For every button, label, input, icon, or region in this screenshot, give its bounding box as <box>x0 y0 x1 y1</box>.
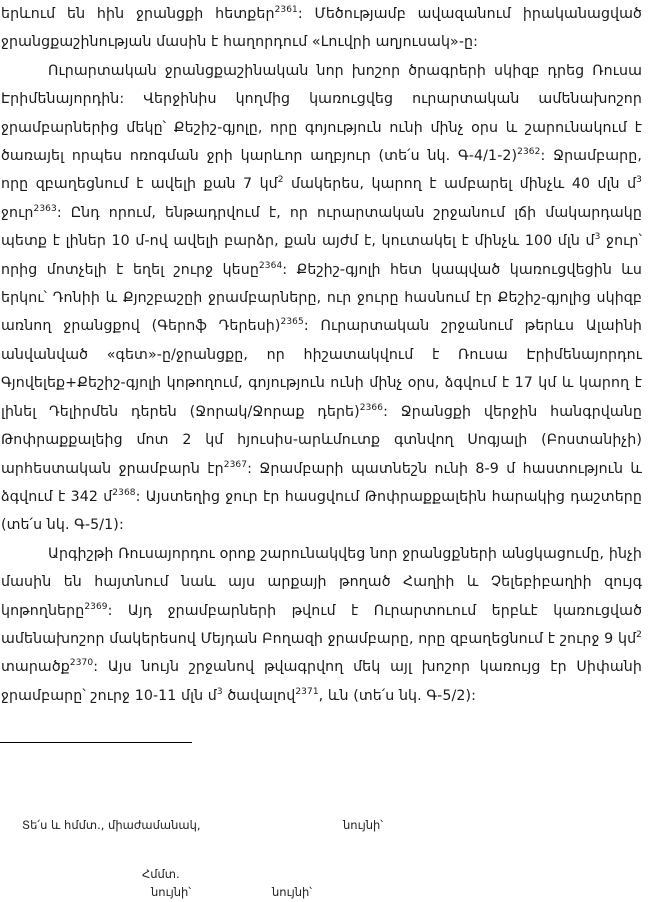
note-line-3-left: նույնի՝ <box>151 885 192 899</box>
text-segment: : Մեծությամբ ավազանում իրականացված ջրանցքաշինության մասին է հաղորդում «Լուվրի աղյուսակ»-ը: <box>1 6 642 51</box>
footnote-ref: 2 <box>636 629 642 640</box>
footnote-ref: 3 <box>594 232 601 243</box>
note-line-2: Հմմտ. <box>142 867 180 881</box>
text-segment: ջուր <box>1 204 34 221</box>
text-segment: տարածք <box>1 659 70 676</box>
text-segment: : Քեշիշ-գյոլի հետ կապված կառուցվեցին ևս երկու՝ Դոնիի և Քյոշբաշըի ջրամբարները, ուր ջուրը հասնում էր Քեշիշ-գյոլից սկիզբ առնող ջրանցքով (Գերոֆ Դերեսի) <box>1 261 643 335</box>
footnote-ref: 2362 <box>517 147 541 158</box>
footnote-ref: 2365 <box>280 317 304 328</box>
note-line-1-left: Տե՛ս և հմմտ., միաժամանակ, <box>22 818 201 832</box>
footnote-ref: 2369 <box>84 601 108 612</box>
note-line-1-right: նույնի՝ <box>343 818 384 832</box>
text-segment: մակերես, կարող է ամբարել մինչև 40 մլն մ <box>283 176 637 193</box>
footnote-separator <box>0 742 192 743</box>
text-segment: ծավալով <box>222 687 296 704</box>
text-segment: : Այս նույն շրջանով թվագրվող մեկ այլ խոշոր կառույց էր Սիփանի ջրամբարը՝ շուրջ 10-11 մլն մ <box>1 659 642 704</box>
text-segment: : Ուրարտական շրջանում թերևս Ալաինի անվանված «գետ»-ը/ջրանցքը, որ հիշատակվում է Ռուսա Էրիմենայորդու Գյովելեք+Քեշիշ-գյոլի կոթողում, գոյություն ունի մինչ օրս, ձգվում է 17 կմ և կարող է լինել Դելիրմեն դերեն (Ջորակ/Ջորաք դերե) <box>1 318 642 420</box>
text-segment: : Այդ ջրամբարների թվում է Ուրարտուում երբևէ կառուցված ամենախոշոր մակերեսով Մեյդան Բողազի ջրամբարը, որը զբաղեցնում է շուրջ 9 կմ <box>1 602 642 647</box>
footnote-ref: 2 <box>277 175 284 186</box>
footnote-ref: 2366 <box>359 402 384 413</box>
footnote-ref: 3 <box>216 686 223 697</box>
footnote-ref: 2370 <box>69 658 94 669</box>
paragraph <box>1 540 642 710</box>
footnote-ref: 2364 <box>258 260 283 271</box>
note-line-3-right: նույնի՝ <box>272 885 313 899</box>
footnote-ref: 2363 <box>33 203 57 214</box>
text-segment: : Ջրամբարը, որը զբաղեցնում է ավելի քան 7 կմ <box>1 148 642 193</box>
paragraph <box>1 0 642 57</box>
footnote-ref: 3 <box>636 175 642 186</box>
text-segment: : Այստեղից ջուր էր հասցվում Թոփրաքքալեին հարակից դաշտերը (տե՛ս նկ. Գ-5/1): <box>1 488 642 534</box>
text-segment: : Ընդ որում, ենթադրվում է, որ ուրարտական շրջանում լճի մակարդակը պետք է լիներ 10 մ-ով ավելի բարձր, քան այժմ է, կուտակել է մինչև 100 մլն մ <box>1 204 642 250</box>
footnote-ref: 2371 <box>295 686 319 697</box>
text-segment: , ևն (տե՛ս նկ. Գ-5/2): <box>318 687 477 704</box>
text-segment: Արգիշթի Ռուսայորդու օրոք շարունակվեց նոր ջրանցքների անցկացումը, ինչի մասին են հայտնում նաև այս արքայի թողած Հաղիի և Չելեբիբաղիի զույգ կոթողները <box>1 545 642 619</box>
text-segment: Ուրարտական ջրանցքաշինական նոր խոշոր ծրագրերի սկիզբ դրեց Ռուսա Էրիմենայորդին: Վերջինիս կողմից կառուցվեց ուրարտական ամենախոշոր ջրամբարներից մեկը՝ Քեշիշ-գյոլը, որը գոյություն ունի մինչ օրս և շարունակում է ծառայել որպես ոռոգման ջրի կարևոր աղբյուր (տե՛ս նկ. Գ-4/1-2) <box>1 62 642 165</box>
footnote-ref: 2367 <box>223 459 248 470</box>
footnote-ref: 2361 <box>274 5 298 15</box>
text-segment: : Ջրանցքի վերջին հանգրվանը Թոփրաքքալեից մոտ 2 կմ հյուսիս-արևմուտք գտնվող Սոգյալի (Բոստանիչի) արհեստական ջրամբարն էր <box>1 403 642 477</box>
text-segment: ջուր՝ որից մոտչելի է եղել շուրջ կեսը <box>1 233 642 278</box>
text-segment: : Ջրամբարի պատնեշն ունի 8-9 մ հաստություն և ձգվում է 342 մ <box>1 460 642 505</box>
footnote-ref: 2368 <box>112 487 136 498</box>
text-segment: երևում են հին ջրանցքի հետքեր <box>1 6 275 22</box>
paragraph <box>1 57 642 540</box>
document-body <box>1 0 642 710</box>
